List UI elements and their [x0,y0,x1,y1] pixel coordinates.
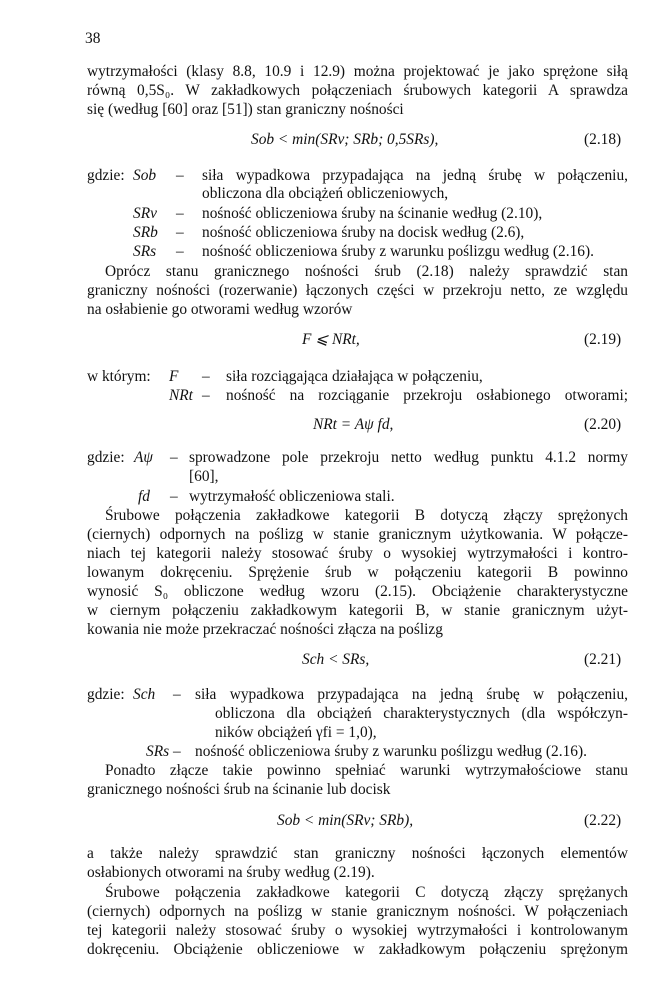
text-line: granicznego nośności śrub na ścinanie lub docisk [87,781,391,798]
def-dash: – [173,743,181,760]
equation-number: (2.18) [584,131,622,148]
text-line: osłabionych otworami na śruby według (2.19). [87,864,375,881]
text-line: wynosić S₀ obliczone według wzoru (2.15). Obciążenie charakterystyczne [87,583,628,600]
equation-2-18: Sob < min(SRv; SRb; 0,5SRs), [251,131,439,148]
def-dash: – [202,387,210,404]
equation-number: (2.20) [584,416,622,433]
def-lead: gdzie: [87,686,125,703]
text-line: lowanym dokręceniu. Sprężenie śrub w połączeniu kategorii B powinno [87,564,628,581]
def-text: sprowadzone pole przekroju netto według punktu 4.1.2 normy [189,449,628,466]
def-lead: w którym: [87,368,151,385]
text-line: w ciernym połączeniu zakładkowym kategorii B, w stanie granicznym użyt- [87,602,628,619]
def-text: nośność obliczeniowa śruby na docisk według (2.6), [202,224,525,241]
text-line: tej kategorii należy stosować śruby o wysokiej wytrzymałości i kontrolowanym [87,922,628,939]
text-line: na osłabienie go otworami według wzorów [87,301,353,318]
def-dash: – [170,488,178,505]
text-line: się (według [60] oraz [51]) stan graniczny nośności [87,101,404,118]
def-symbol: SRs [146,743,170,760]
def-text: wytrzymałość obliczeniowa stali. [189,488,395,505]
equation-2-22: Sob < min(SRv; SRb), [277,812,414,829]
text-line: Śrubowe połączenia zakładkowe kategorii B dotyczą złączy sprężonych [105,507,628,524]
text-line: Oprócz stanu granicznego nośności śrub (2.18) należy sprawdzić stan [105,263,628,280]
text-line: graniczny nośności (rozerwanie) łączonych części w przekroju netto, ze względu [87,282,628,299]
text-line: dokręceniu. Obciążenie obliczeniowe w zakładkowym połączeniu sprężonym [87,941,628,958]
def-text: obliczona dla obciążeń obliczeniowych, [202,185,449,202]
equation-number: (2.22) [584,812,622,829]
def-text: nośność na rozciąganie przekroju osłabionego otworami; [226,387,628,404]
equation-number: (2.19) [584,331,622,348]
equation-2-20: NRt = Aψ fd, [313,416,394,433]
def-dash: – [176,205,184,222]
def-text: nośność obliczeniowa śruby z warunku poślizgu według (2.16). [195,743,587,760]
def-dash: – [170,449,178,466]
def-symbol: SRv [133,205,157,222]
def-dash: – [202,368,210,385]
def-text: siła wypadkowa przypadająca na jedną śrubę w połączeniu, [195,686,628,703]
def-symbol: Sch [133,686,156,703]
text-line: a także należy sprawdzić stan graniczny nośności łączonych elementów [87,845,628,862]
def-text: ników obciążeń γfi = 1,0), [215,724,377,741]
def-text: obliczona dla obciążeń charakterystycznych (dla współczyn- [215,705,628,722]
text-line: Ponadto złącze takie powinno spełniać warunki wytrzymałościowe stanu [105,762,628,779]
def-symbol: F [169,368,179,385]
def-dash: – [173,686,181,703]
def-dash: – [176,167,184,184]
def-text: [60], [189,468,219,485]
def-lead: gdzie: [87,167,125,184]
def-dash: – [176,243,184,260]
def-text: siła rozciągająca działająca w połączeniu, [226,368,483,385]
text-line: (ciernych) odpornych na poślizg w stanie granicznym użytkowania. W połącze- [87,526,628,543]
equation-number: (2.21) [584,651,622,668]
text-line: wytrzymałości (klasy 8.8, 10.9 i 12.9) można projektować je jako sprężone siłą [87,63,628,80]
def-symbol: SRs [133,243,157,260]
def-symbol: Aψ [134,449,153,466]
def-symbol: NRt [169,387,193,404]
def-symbol: SRb [133,224,158,241]
equation-2-21: Sch < SRs, [302,651,370,668]
def-text: nośność obliczeniowa śruby na ścinanie według (2.10), [202,205,543,222]
def-lead: gdzie: [87,449,125,466]
equation-2-19: F ⩽ NRt, [302,331,360,348]
def-symbol: Sob [133,167,157,184]
def-symbol: fd [138,488,150,505]
def-text: nośność obliczeniowa śruby z warunku poślizgu według (2.16). [202,243,594,260]
def-dash: – [176,224,184,241]
text-line: (ciernych) odpornych na poślizg w stanie granicznym nośności. W połączeniach [87,903,628,920]
text-line: niach tej kategorii należy stosować śruby o wysokiej wytrzymałości i kontro- [87,545,628,562]
text-line: Śrubowe połączenia zakładkowe kategorii C dotyczą złączy sprężanych [105,884,628,901]
page-number: 38 [85,30,101,47]
text-line: kowania nie może przekraczać nośności złącza na poślizg [87,621,443,638]
def-text: siła wypadkowa przypadająca na jedną śrubę w połączeniu, [202,167,628,184]
text-line: równą 0,5S₀. W zakładkowych połączeniach śrubowych kategorii A sprawdza [87,82,628,99]
